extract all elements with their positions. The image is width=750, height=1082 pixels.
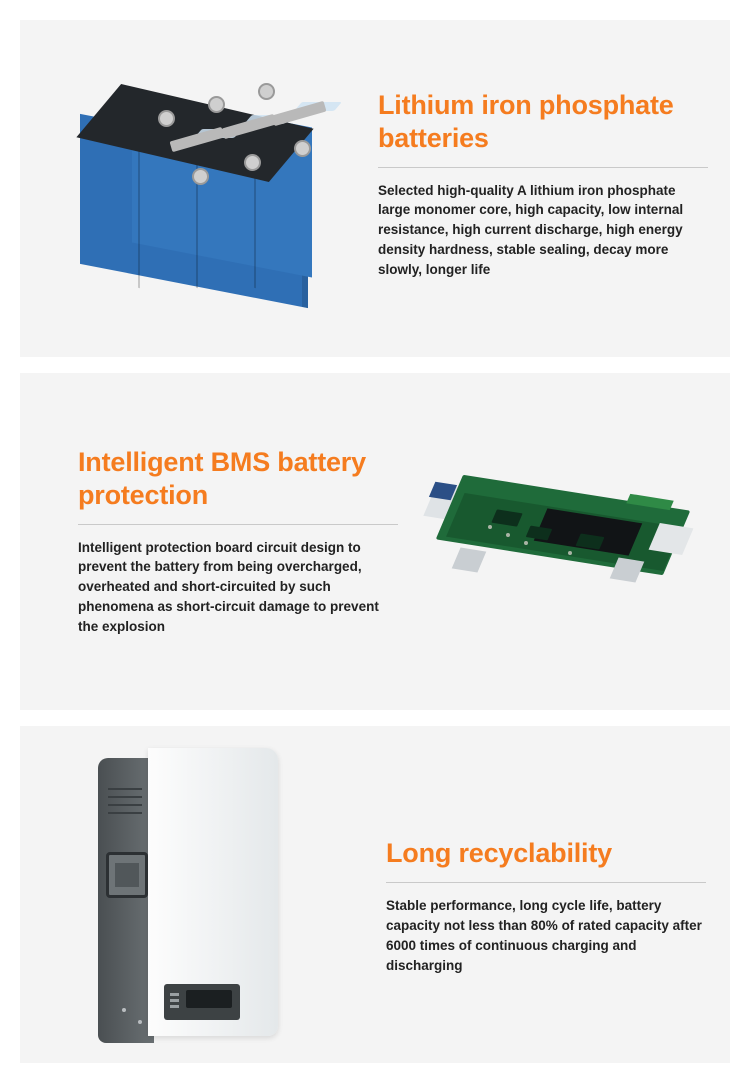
cell-terminal (192, 168, 209, 185)
feature-text-block (386, 837, 706, 976)
pcb-solder-point (524, 541, 528, 545)
vent-line (108, 804, 142, 806)
feature-section-intelligent-bms-battery-protection (20, 373, 730, 710)
vent-line (108, 812, 142, 814)
battery-side-panel (98, 758, 154, 1043)
heading-divider (378, 167, 708, 168)
feature-heading: Long recyclability (386, 838, 612, 869)
pcb-solder-point (568, 551, 572, 555)
heading-divider (78, 524, 398, 525)
cell-terminal (158, 110, 175, 127)
vent-line (108, 796, 142, 798)
feature-heading: Intelligent BMS battery protection (78, 446, 366, 510)
display-panel (164, 984, 240, 1020)
heading-divider (386, 882, 706, 883)
cell-terminal (244, 154, 261, 171)
wall-mounted-battery-unit-image (20, 726, 390, 1063)
pcb-solder-point (488, 525, 492, 529)
indicator-bar (170, 1005, 179, 1008)
lcd-screen (186, 990, 232, 1008)
feature-text-block (378, 89, 708, 281)
screw (138, 1020, 142, 1024)
pcb-solder-point (506, 533, 510, 537)
feature-body: Selected high-quality A lithium iron phosphate large monomer core, high capacity, low internal resistance, high current discharge, high energy density hardness, stable sealing, decay more slowly, longer life (378, 182, 684, 278)
indicator-bar (170, 999, 179, 1002)
feature-body: Intelligent protection board circuit design to prevent the battery from being overcharged, overheated and short-circuited by such phenomena as short-circuit damage to prevent the explosion (78, 539, 379, 635)
bms-circuit-board-image (398, 373, 730, 710)
cell-terminal (294, 140, 311, 157)
cell-terminal (258, 83, 275, 100)
pcb-mounting-tab (452, 548, 487, 573)
feature-section-long-recyclability (20, 726, 730, 1063)
screw (122, 1008, 126, 1012)
wall-battery-illustration (98, 748, 293, 1043)
carry-handle (106, 852, 148, 898)
cell-terminal (208, 96, 225, 113)
feature-body: Stable performance, long cycle life, battery capacity not less than 80% of rated capacity after 6000 times of continuous charging and discharging (386, 898, 702, 973)
feature-section-lithium-iron-phosphate-batteries (20, 20, 730, 357)
feature-text-block (78, 446, 398, 638)
prismatic-lifepo4-cell-pack-image (20, 20, 370, 357)
pack-seam (138, 136, 140, 288)
indicator-bar (170, 993, 179, 996)
feature-heading: Lithium iron phosphate batteries (378, 89, 674, 153)
vent-line (108, 788, 142, 790)
pcb-illustration (428, 463, 698, 613)
battery-pack-illustration (72, 80, 322, 295)
